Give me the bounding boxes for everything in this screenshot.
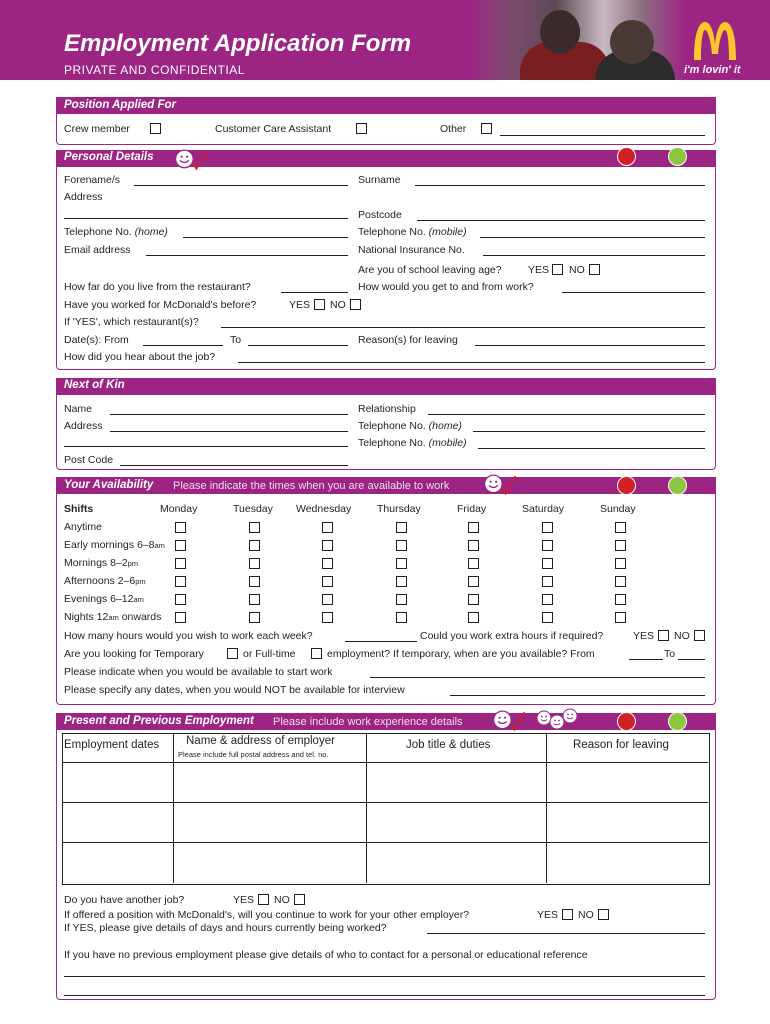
shift-label-suffix: am — [154, 541, 165, 550]
details-hours-label: If YES, please give details of days and hours currently being worked? — [64, 922, 387, 934]
tel-home-text: Telephone No. — [64, 226, 132, 238]
worked-before-yes-checkbox[interactable] — [314, 299, 325, 310]
shift-label-text: Nights 12 — [64, 611, 109, 623]
availability-checkbox-thursday[interactable] — [396, 540, 407, 551]
tel-home-field[interactable] — [183, 237, 348, 238]
red-dot-icon — [617, 147, 636, 166]
green-dot-icon — [668, 147, 687, 166]
how-get-label: How would you get to and from work? — [358, 281, 534, 293]
extra-hours-no-checkbox[interactable] — [694, 630, 705, 641]
customer-care-label: Customer Care Assistant — [215, 123, 332, 135]
temporary-label: Are you looking for Temporary — [64, 648, 204, 660]
availability-checkbox-thursday[interactable] — [396, 612, 407, 623]
availability-checkbox-friday[interactable] — [468, 540, 479, 551]
customer-care-checkbox[interactable] — [356, 123, 367, 134]
availability-section-note: Please indicate the times when you are available to work — [173, 480, 450, 492]
kin-tel-home-text: Telephone No. — [358, 420, 426, 432]
forenames-field[interactable] — [134, 185, 348, 186]
availability-checkbox-friday[interactable] — [468, 576, 479, 587]
availability-checkbox-friday[interactable] — [468, 612, 479, 623]
availability-checkbox-wednesday[interactable] — [322, 612, 333, 623]
continue-employer-no-checkbox[interactable] — [598, 909, 609, 920]
other-position-field[interactable] — [500, 135, 705, 136]
dates-from-field[interactable] — [143, 345, 223, 346]
postcode-field[interactable] — [417, 220, 705, 221]
kin-postcode-label: Post Code — [64, 454, 114, 466]
extra-hours-yes-label: YES — [633, 630, 655, 642]
crew-member-label: Crew member — [64, 123, 130, 135]
availability-checkbox-saturday[interactable] — [542, 558, 553, 569]
availability-checkbox-friday[interactable] — [468, 522, 479, 533]
availability-checkbox-sunday[interactable] — [615, 576, 626, 587]
temporary-to-field[interactable] — [678, 659, 705, 660]
page-title: Employment Application Form — [64, 30, 412, 57]
availability-checkbox-tuesday[interactable] — [249, 594, 260, 605]
dates-to-field[interactable] — [248, 345, 348, 346]
col-employer: Name & address of employer — [186, 735, 335, 747]
employment-section-note: Please include work experience details — [273, 716, 463, 728]
day-header-thursday: Thursday — [377, 503, 421, 515]
availability-checkbox-sunday[interactable] — [615, 594, 626, 605]
temporary-from-field[interactable] — [629, 659, 663, 660]
tel-home-note: (home) — [134, 226, 168, 238]
availability-checkbox-wednesday[interactable] — [322, 540, 333, 551]
tel-home-label — [64, 226, 168, 239]
which-restaurant-field[interactable] — [221, 327, 705, 328]
kin-tel-mobile-label — [358, 437, 467, 450]
availability-checkbox-tuesday[interactable] — [249, 612, 260, 623]
col-reason-leaving: Reason for leaving — [573, 739, 669, 751]
email-field[interactable] — [146, 255, 348, 256]
tel-mobile-field[interactable] — [480, 237, 705, 238]
green-dot-icon — [668, 712, 687, 731]
kin-relationship-field[interactable] — [428, 414, 705, 415]
shifts-header: Shifts — [64, 503, 94, 515]
availability-checkbox-thursday[interactable] — [396, 576, 407, 587]
kin-address-field-2[interactable] — [64, 446, 348, 447]
hours-week-label: How many hours would you wish to work each week? — [64, 630, 313, 642]
availability-checkbox-wednesday[interactable] — [322, 576, 333, 587]
availability-checkbox-monday[interactable] — [175, 576, 186, 587]
employment-table — [62, 733, 710, 885]
school-age-label: Are you of school leaving age? — [358, 264, 502, 276]
shift-label-suffix: pm — [127, 559, 139, 568]
worked-before-yes-label: YES — [289, 299, 311, 311]
forenames-label: Forename/s — [64, 174, 121, 186]
kin-tel-mobile-text: Telephone No. — [358, 437, 426, 449]
worked-before-label: Have you worked for McDonald's before? — [64, 299, 257, 311]
position-section-title: Position Applied For — [64, 99, 177, 111]
ni-field[interactable] — [483, 255, 705, 256]
availability-checkbox-tuesday[interactable] — [249, 540, 260, 551]
employment-table-col-line — [366, 733, 367, 883]
shift-label-rest: onwards — [118, 611, 162, 623]
availability-checkbox-friday[interactable] — [468, 558, 479, 569]
temporary-checkbox[interactable] — [227, 648, 238, 659]
kin-relationship-label: Relationship — [358, 403, 416, 415]
kin-name-label: Name — [64, 403, 93, 415]
availability-checkbox-saturday[interactable] — [542, 612, 553, 623]
availability-checkbox-monday[interactable] — [175, 540, 186, 551]
shift-label-text: Afternoons 2–6 — [64, 575, 136, 587]
address-label: Address — [64, 191, 103, 203]
shift-label — [64, 539, 165, 552]
how-far-label: How far do you live from the restaurant? — [64, 281, 251, 293]
availability-checkbox-monday[interactable] — [175, 558, 186, 569]
full-time-checkbox[interactable] — [311, 648, 322, 659]
employment-table-row-line — [62, 842, 708, 843]
availability-checkbox-monday[interactable] — [175, 522, 186, 533]
availability-checkbox-sunday[interactable] — [615, 522, 626, 533]
shift-label — [64, 575, 146, 588]
availability-checkbox-monday[interactable] — [175, 612, 186, 623]
shift-label-suffix: am — [108, 613, 119, 622]
school-age-yes-label: YES — [528, 264, 550, 276]
kin-tel-mobile-field[interactable] — [478, 448, 705, 449]
hear-about-label: How did you hear about the job? — [64, 351, 216, 363]
worked-before-no-checkbox[interactable] — [350, 299, 361, 310]
shift-label — [64, 557, 138, 570]
reference-field-2[interactable] — [64, 995, 705, 996]
another-job-no-label: NO — [274, 894, 290, 906]
dates-from-label: Date(s): From — [64, 334, 129, 346]
temporary-availability-label: employment? If temporary, when are you available? From — [327, 648, 595, 660]
kin-tel-home-note: (home) — [428, 420, 462, 432]
availability-checkbox-thursday[interactable] — [396, 594, 407, 605]
day-header-tuesday: Tuesday — [233, 503, 273, 515]
availability-checkbox-saturday[interactable] — [542, 594, 553, 605]
continue-employer-no-label: NO — [578, 909, 594, 921]
postcode-label: Postcode — [358, 209, 402, 221]
continue-employer-yes-label: YES — [537, 909, 559, 921]
availability-checkbox-monday[interactable] — [175, 594, 186, 605]
employment-table-col-line — [173, 733, 174, 883]
temporary-to-label: To — [664, 648, 676, 660]
three-smileys-icon — [535, 708, 579, 730]
availability-checkbox-tuesday[interactable] — [249, 558, 260, 569]
tel-mobile-note: (mobile) — [428, 226, 467, 238]
red-dot-icon — [617, 476, 636, 495]
how-get-field[interactable] — [562, 292, 705, 293]
kin-address-field-1[interactable] — [110, 431, 348, 432]
other-position-checkbox[interactable] — [481, 123, 492, 134]
extra-hours-yes-checkbox[interactable] — [658, 630, 669, 641]
availability-checkbox-sunday[interactable] — [615, 612, 626, 623]
shift-label — [64, 611, 161, 624]
brand-tagline: i'm lovin' it — [684, 64, 741, 76]
another-job-no-checkbox[interactable] — [294, 894, 305, 905]
crew-member-checkbox[interactable] — [150, 123, 161, 134]
full-time-label: or Full-time — [243, 648, 296, 660]
kin-address-label: Address — [64, 420, 103, 432]
shift-label-text: Mornings 8–2 — [64, 557, 128, 569]
extra-hours-no-label: NO — [674, 630, 690, 642]
shift-label-suffix: pm — [135, 577, 146, 586]
school-age-no-label: NO — [569, 264, 585, 276]
school-age-yes-checkbox[interactable] — [552, 264, 563, 275]
tel-mobile-text: Telephone No. — [358, 226, 426, 238]
employment-section-title: Present and Previous Employment — [64, 715, 254, 727]
day-header-saturday: Saturday — [522, 503, 565, 515]
surname-field[interactable] — [415, 185, 705, 186]
availability-section-title: Your Availability — [64, 479, 154, 491]
kin-section-title: Next of Kin — [64, 379, 125, 391]
extra-hours-label: Could you work extra hours if required? — [420, 630, 604, 642]
day-header-wednesday: Wednesday — [296, 503, 352, 515]
availability-checkbox-saturday[interactable] — [542, 522, 553, 533]
availability-checkbox-wednesday[interactable] — [322, 522, 333, 533]
green-dot-icon — [668, 476, 687, 495]
red-dot-icon — [617, 712, 636, 731]
interview-dates-field[interactable] — [450, 695, 705, 696]
hear-about-field[interactable] — [238, 362, 705, 363]
kin-name-field[interactable] — [110, 414, 348, 415]
golden-arches-logo — [690, 20, 740, 60]
kin-postcode-field[interactable] — [120, 465, 348, 466]
smiley-check-icon — [492, 710, 526, 732]
start-work-field[interactable] — [370, 677, 705, 678]
availability-checkbox-tuesday[interactable] — [249, 576, 260, 587]
other-position-label: Other — [440, 123, 467, 135]
another-job-yes-label: YES — [233, 894, 255, 906]
address-field-1[interactable] — [64, 218, 348, 219]
tel-mobile-label — [358, 226, 467, 239]
reference-field-1[interactable] — [64, 976, 705, 977]
personal-section-title: Personal Details — [64, 151, 154, 163]
reasons-leaving-field[interactable] — [475, 345, 705, 346]
shift-label-suffix: am — [133, 595, 144, 604]
kin-tel-home-field[interactable] — [473, 431, 705, 432]
email-label: Email address — [64, 244, 131, 256]
smiley-check-icon — [174, 149, 208, 171]
how-far-field[interactable] — [281, 292, 348, 293]
continue-employer-yes-checkbox[interactable] — [562, 909, 573, 920]
shift-label — [64, 521, 102, 534]
surname-label: Surname — [358, 174, 401, 186]
dates-to-label: To — [230, 334, 242, 346]
smiley-check-icon — [483, 474, 517, 496]
col-employment-dates: Employment dates — [64, 739, 160, 751]
another-job-yes-checkbox[interactable] — [258, 894, 269, 905]
shift-label-text: Evenings 6–12 — [64, 593, 134, 605]
availability-checkbox-wednesday[interactable] — [322, 594, 333, 605]
day-header-friday: Friday — [457, 503, 487, 515]
reasons-leaving-label: Reason(s) for leaving — [358, 334, 458, 346]
shift-label-text: Anytime — [64, 521, 102, 533]
worked-before-no-label: NO — [330, 299, 346, 311]
hours-week-field[interactable] — [345, 641, 417, 642]
availability-checkbox-sunday[interactable] — [615, 558, 626, 569]
kin-tel-mobile-note: (mobile) — [428, 437, 467, 449]
details-hours-field[interactable] — [427, 933, 705, 934]
school-age-no-checkbox[interactable] — [589, 264, 600, 275]
availability-checkbox-thursday[interactable] — [396, 558, 407, 569]
availability-checkbox-saturday[interactable] — [542, 576, 553, 587]
availability-checkbox-wednesday[interactable] — [322, 558, 333, 569]
another-job-label: Do you have another job? — [64, 894, 185, 906]
interview-dates-label: Please specify any dates, when you would NOT be available for interview — [64, 684, 405, 696]
ni-label: National Insurance No. — [358, 244, 465, 256]
employment-table-col-line — [546, 733, 547, 883]
col-job-title: Job title & duties — [406, 739, 491, 751]
day-header-sunday: Sunday — [600, 503, 636, 515]
kin-tel-home-label — [358, 420, 462, 433]
staff-photo — [470, 0, 685, 80]
employment-table-header-line — [62, 762, 708, 763]
shift-label — [64, 593, 144, 606]
start-work-label: Please indicate when you would be available to start work — [64, 666, 333, 678]
which-restaurant-label: If 'YES', which restaurant(s)? — [64, 316, 199, 328]
page-subtitle: PRIVATE AND CONFIDENTIAL — [64, 63, 245, 77]
day-header-monday: Monday — [160, 503, 198, 515]
kin-section-bar — [56, 378, 716, 395]
availability-checkbox-thursday[interactable] — [396, 522, 407, 533]
availability-checkbox-saturday[interactable] — [542, 540, 553, 551]
availability-checkbox-tuesday[interactable] — [249, 522, 260, 533]
availability-checkbox-sunday[interactable] — [615, 540, 626, 551]
availability-checkbox-friday[interactable] — [468, 594, 479, 605]
col-employer-note: Please include full postal address and tel. no. — [178, 750, 329, 759]
reference-label: If you have no previous employment please give details of who to contact for a personal or educational reference — [64, 949, 588, 961]
employment-table-row-line — [62, 802, 708, 803]
continue-employer-label: If offered a position with McDonald's, will you continue to work for your other employer? — [64, 909, 470, 921]
shift-label-text: Early mornings 6–8 — [64, 539, 155, 551]
